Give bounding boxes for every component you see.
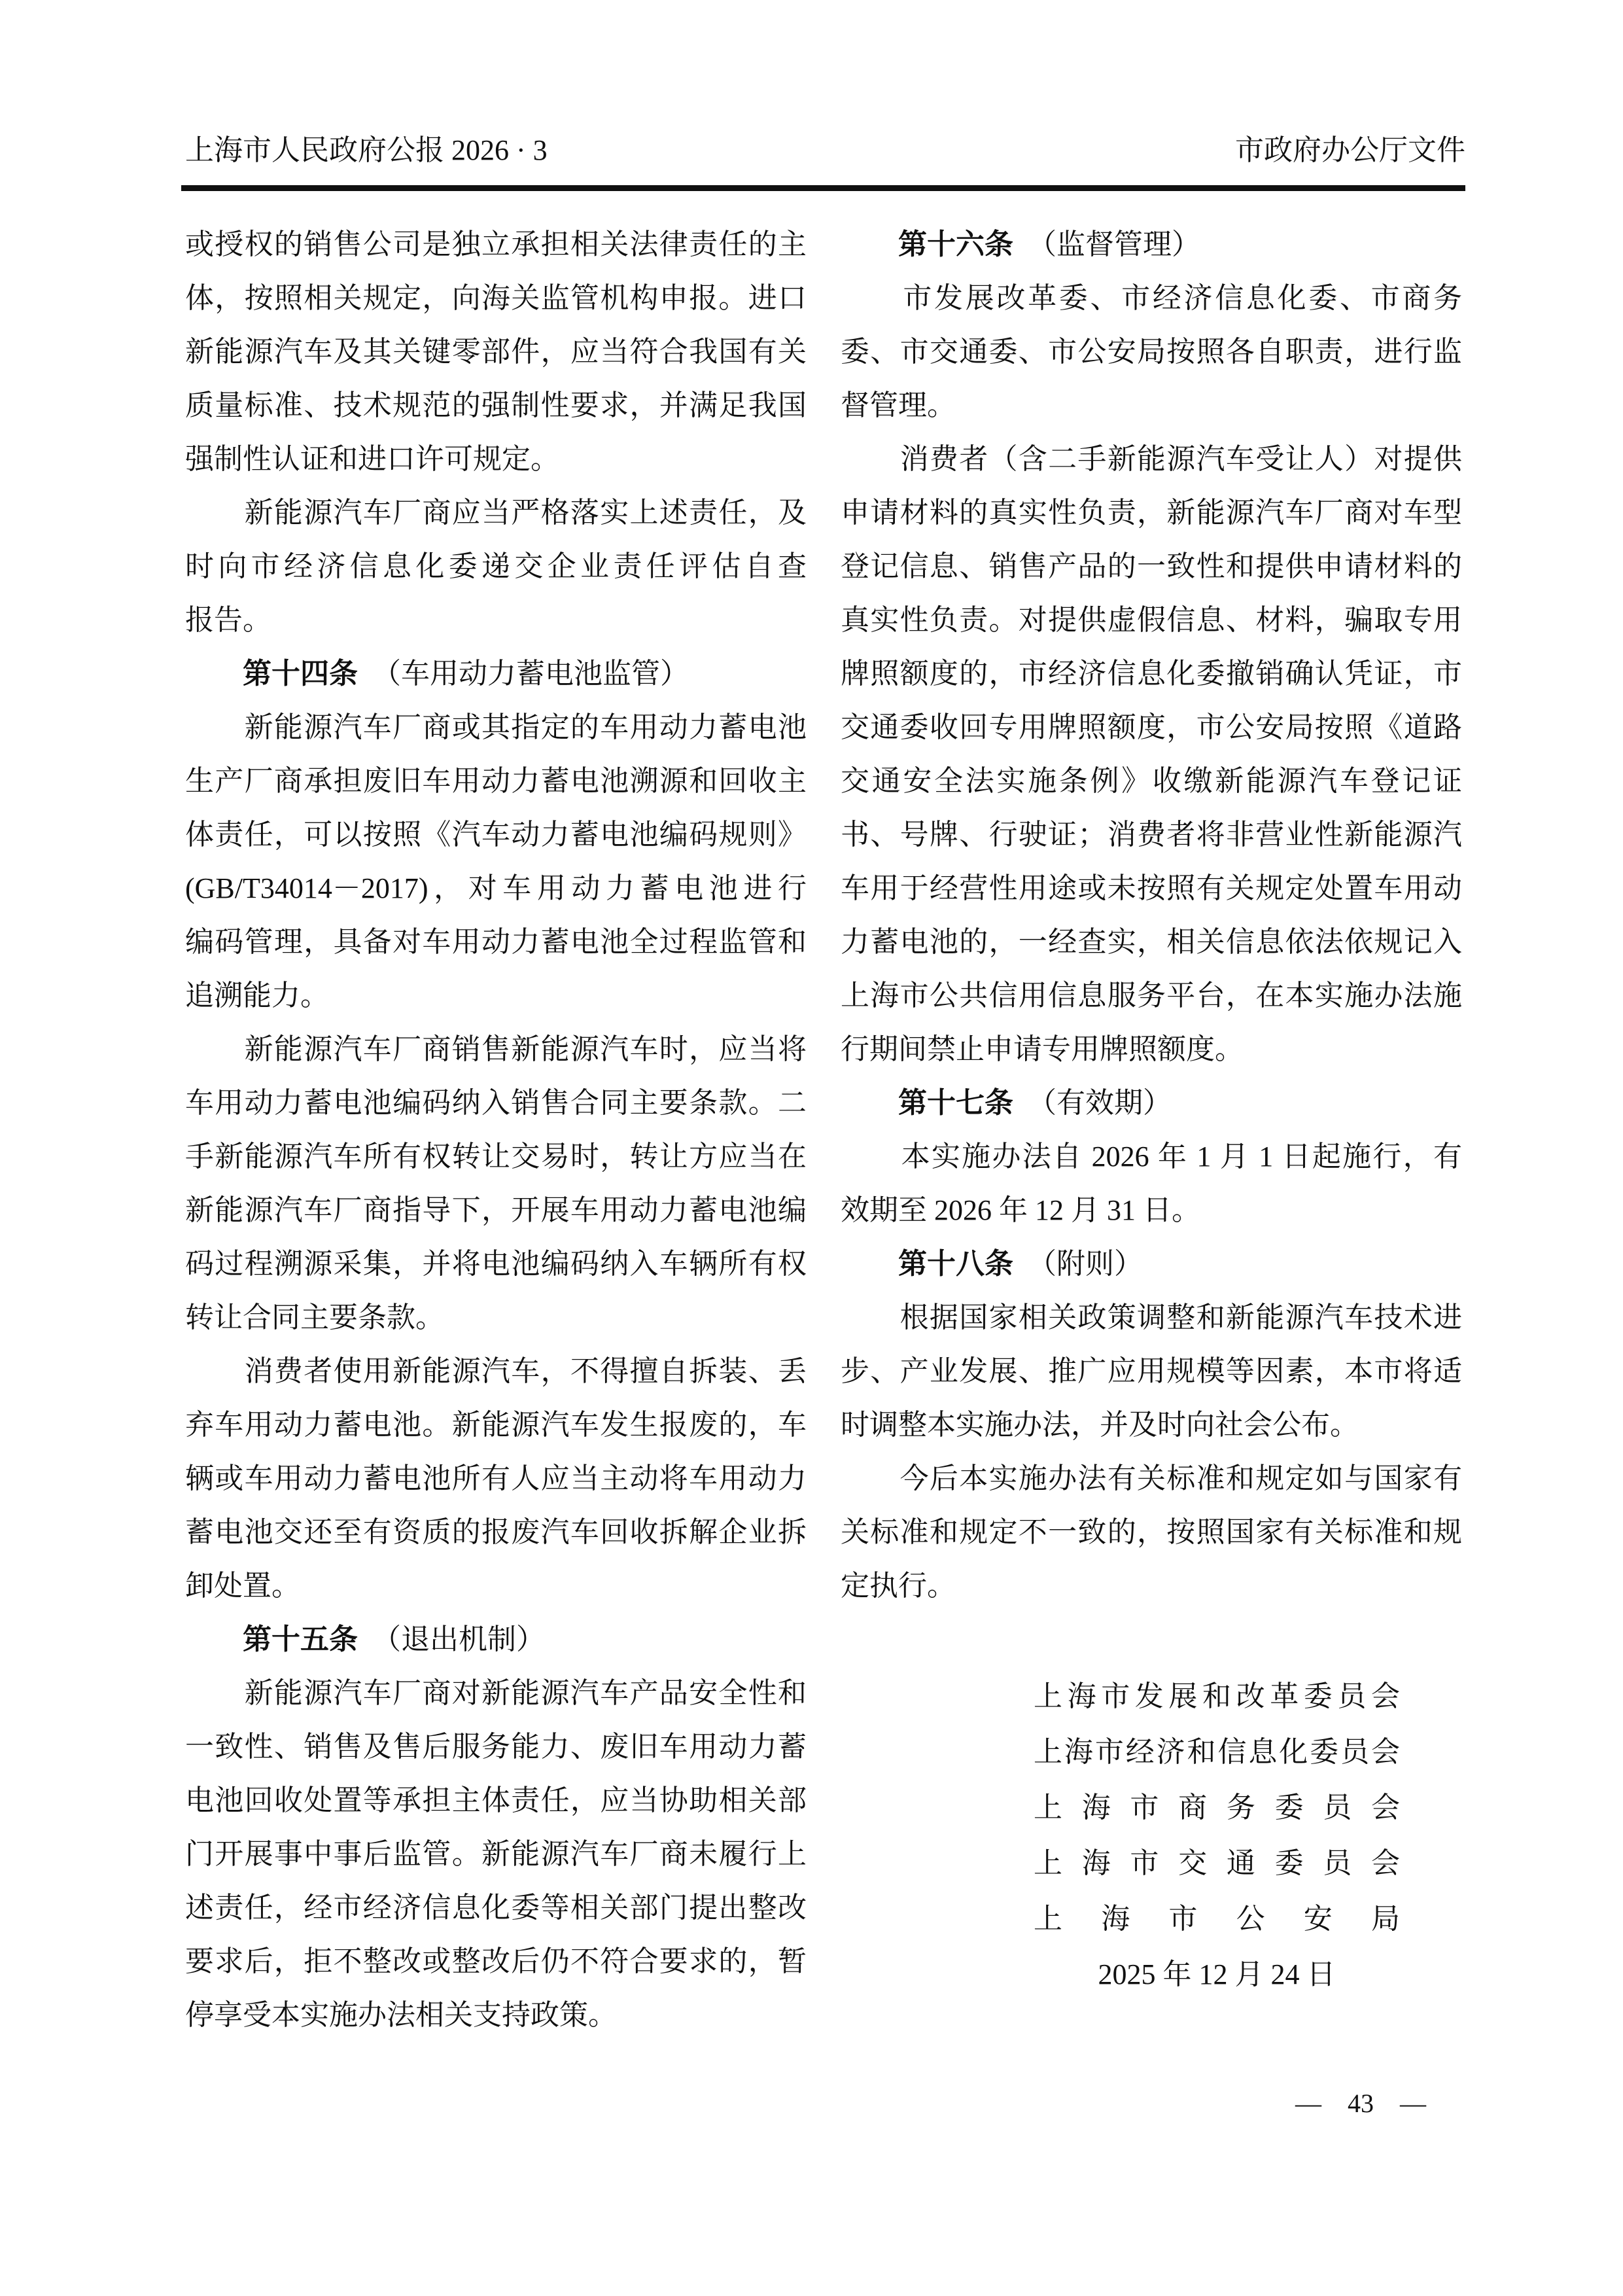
page-number: — 43 — (1295, 2089, 1426, 2118)
signature-agency: 上海市商务委员会 (1034, 1792, 1400, 1824)
page-header (185, 131, 1465, 170)
text-line: 电池回收处置等承担主体责任，应当协助相关部 (185, 1784, 807, 1816)
article-heading (185, 1613, 807, 1667)
signature-agency: 上海市公安局 (1034, 1903, 1400, 1935)
text-line: 报告。 (185, 604, 271, 636)
article-number: 第十五条 (185, 1623, 358, 1655)
article-number: 第十七条 (841, 1087, 1013, 1119)
text-line: 停享受本实施办法相关支持政策。 (185, 1999, 617, 2031)
header-rule (181, 185, 1465, 191)
text-line: 力蓄电池的，一经查实，相关信息依法依规记入 (841, 926, 1462, 958)
article-title: （退出机制） (358, 1623, 545, 1655)
article-number: 第十八条 (841, 1248, 1013, 1280)
article-number: 第十四条 (185, 658, 358, 690)
text-line: 本实施办法自 2026 年 1 月 1 日起施行，有 (841, 1140, 1462, 1173)
text-line: 辆或车用动力蓄电池所有人应当主动将车用动力 (185, 1462, 807, 1494)
text-line: 新能源汽车厂商对新能源汽车产品安全性和 (185, 1677, 807, 1709)
text-line: 体，按照相关规定，向海关监管机构申报。进口 (185, 282, 807, 314)
left-column (185, 218, 807, 2042)
text-line: 编码管理，具备对车用动力蓄电池全过程监管和 (185, 926, 807, 958)
article-heading (841, 1076, 1462, 1130)
text-line: 今后本实施办法有关标准和规定如与国家有 (841, 1462, 1462, 1494)
text-line: 登记信息、销售产品的一致性和提供申请材料的 (841, 550, 1462, 582)
text-line: 消费者（含二手新能源汽车受让人）对提供 (841, 443, 1462, 475)
text-line: 交通安全法实施条例》收缴新能源汽车登记证 (841, 765, 1462, 797)
signature-agency: 上海市经济和信息化委员会 (1034, 1736, 1400, 1768)
text-line: 蓄电池交还至有资质的报废汽车回收拆解企业拆 (185, 1516, 807, 1548)
text-line: 弃车用动力蓄电池。新能源汽车发生报废的，车 (185, 1409, 807, 1441)
signature-agency: 上海市交通委员会 (1034, 1847, 1400, 1879)
article-heading (841, 218, 1462, 272)
text-line: 一致性、销售及售后服务能力、废旧车用动力蓄 (185, 1731, 807, 1763)
article-title: （监督管理） (1013, 228, 1200, 260)
text-line: 车用动力蓄电池编码纳入销售合同主要条款。二 (185, 1087, 807, 1119)
text-line: 要求后，拒不整改或整改后仍不符合要求的，暂 (185, 1945, 807, 1977)
text-line: 新能源汽车厂商或其指定的车用动力蓄电池 (185, 711, 807, 743)
text-line: 门开展事中事后监管。新能源汽车厂商未履行上 (185, 1838, 807, 1870)
text-line: (GB/T34014－2017)，对车用动力蓄电池进行 (185, 872, 807, 904)
text-line: 市发展改革委、市经济信息化委、市商务 (841, 282, 1462, 314)
text-line: 新能源汽车及其关键零部件，应当符合我国有关 (185, 336, 807, 368)
text-line: 效期至 2026 年 12 月 31 日。 (841, 1194, 1200, 1226)
text-line: 或授权的销售公司是独立承担相关法律责任的主 (185, 228, 807, 260)
header-publication-title: 上海市人民政府公报 2026 · 3 (185, 134, 548, 166)
text-line: 关标准和规定不一致的，按照国家有关标准和规 (841, 1516, 1462, 1548)
text-line: 行期间禁止申请专用牌照额度。 (841, 1033, 1244, 1065)
article-number: 第十六条 (841, 228, 1013, 260)
text-line: 卸处置。 (185, 1570, 300, 1602)
text-line: 强制性认证和进口许可规定。 (185, 443, 559, 475)
article-title: （附则） (1013, 1248, 1143, 1280)
text-line: 真实性负责。对提供虚假信息、材料，骗取专用 (841, 604, 1462, 636)
text-line: 书、号牌、行驶证；消费者将非营业性新能源汽 (841, 819, 1462, 851)
text-line: 生产厂商承担废旧车用动力蓄电池溯源和回收主 (185, 765, 807, 797)
header-section-title: 市政府办公厅文件 (1235, 134, 1465, 166)
text-line: 定执行。 (841, 1570, 956, 1602)
text-line: 交通委收回专用牌照额度，市公安局按照《道路 (841, 711, 1462, 743)
text-line: 牌照额度的，市经济信息化委撤销确认凭证，市 (841, 658, 1462, 690)
text-line: 督管理。 (841, 389, 956, 421)
text-line: 新能源汽车厂商指导下，开展车用动力蓄电池编 (185, 1194, 807, 1226)
text-line: 手新能源汽车所有权转让交易时，转让方应当在 (185, 1140, 807, 1173)
article-heading (185, 647, 807, 701)
text-line: 委、市交通委、市公安局按照各自职责，进行监 (841, 336, 1462, 368)
text-line: 申请材料的真实性负责，新能源汽车厂商对车型 (841, 497, 1462, 529)
text-line: 码过程溯源采集，并将电池编码纳入车辆所有权 (185, 1248, 807, 1280)
signature-agency: 上海市发展和改革委员会 (1034, 1680, 1400, 1712)
signature-block (1034, 1669, 1400, 2002)
text-line: 新能源汽车厂商销售新能源汽车时，应当将 (185, 1033, 807, 1065)
text-line: 时调整本实施办法，并及时向社会公布。 (841, 1409, 1359, 1441)
article-title: （车用动力蓄电池监管） (358, 658, 689, 690)
article-title: （有效期） (1013, 1087, 1172, 1119)
text-line: 质量标准、技术规范的强制性要求，并满足我国 (185, 389, 807, 421)
text-line: 根据国家相关政策调整和新能源汽车技术进 (841, 1301, 1462, 1333)
text-line: 步、产业发展、推广应用规模等因素，本市将适 (841, 1355, 1462, 1387)
text-line: 上海市公共信用信息服务平台，在本实施办法施 (841, 980, 1462, 1012)
text-line: 追溯能力。 (185, 980, 329, 1012)
right-column (841, 218, 1462, 1613)
article-heading (841, 1237, 1462, 1291)
text-line: 车用于经营性用途或未按照有关规定处置车用动 (841, 872, 1462, 904)
text-line: 时向市经济信息化委递交企业责任评估自查 (185, 550, 807, 582)
text-line: 转让合同主要条款。 (185, 1301, 444, 1333)
text-line: 述责任，经市经济信息化委等相关部门提出整改 (185, 1892, 807, 1924)
text-line: 消费者使用新能源汽车，不得擅自拆装、丢 (185, 1355, 807, 1387)
text-line: 体责任，可以按照《汽车动力蓄电池编码规则》 (185, 819, 807, 851)
signature-date: 2025 年 12 月 24 日 (1098, 1958, 1336, 1990)
text-line: 新能源汽车厂商应当严格落实上述责任，及 (185, 497, 807, 529)
